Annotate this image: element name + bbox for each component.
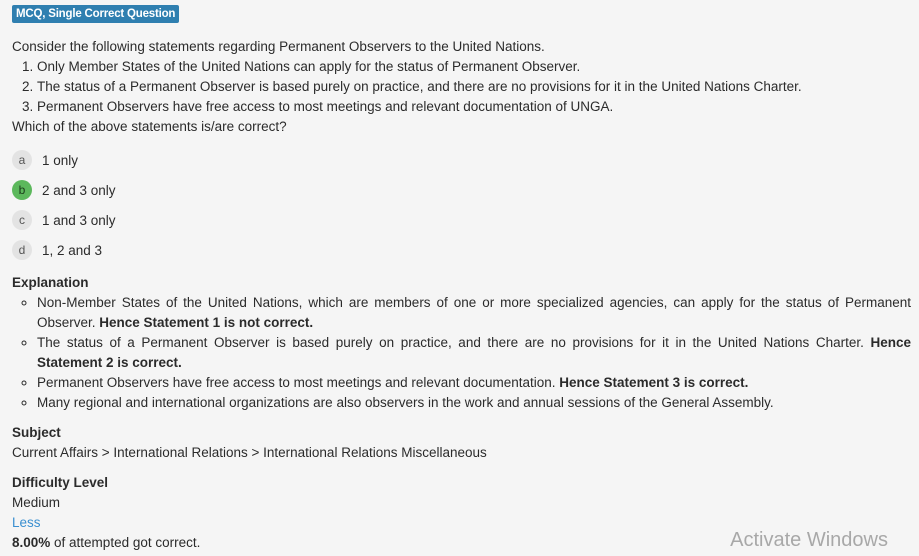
option-letter: a (12, 150, 32, 170)
subject-section (12, 423, 911, 463)
activate-windows-watermark: Activate Windows (730, 529, 888, 551)
explanation-list (12, 293, 911, 413)
explanation-conclusion: Hence Statement 2 is correct. (37, 335, 911, 370)
statement-3: 3. Permanent Observers have free access to most meetings and relevant documentation of UNGA. (37, 97, 911, 117)
option-text: 1 only (42, 152, 79, 168)
statement-1: 1. Only Member States of the United Nations can apply for the status of Permanent Observer. (37, 57, 911, 77)
explanation-section (12, 273, 911, 413)
explanation-text: Permanent Observers have free access to most meetings and relevant documentation. (37, 375, 560, 390)
option-a[interactable] (12, 145, 911, 175)
explanation-point (37, 333, 911, 373)
option-text: 1, 2 and 3 (42, 242, 103, 258)
difficulty-title: Difficulty Level (12, 475, 109, 490)
stats-suffix: of attempted got correct. (50, 535, 201, 550)
explanation-point (37, 393, 911, 413)
difficulty-value: Medium (12, 495, 61, 510)
option-c[interactable] (12, 205, 911, 235)
explanation-text: Many regional and international organizations are also observers in the work and annual sessions of the General Assembly. (37, 395, 774, 410)
difficulty-section (12, 473, 911, 513)
subject-title: Subject (12, 425, 61, 440)
explanation-point (37, 293, 911, 333)
option-text: 2 and 3 only (42, 182, 116, 198)
question-text (12, 37, 911, 137)
explanation-point (37, 373, 911, 393)
option-b[interactable] (12, 175, 911, 205)
explanation-text: Non-Member States of the United Nations, which are members of one or more specialized agencies, can apply for the status of Permanent Observer. (37, 295, 911, 330)
explanation-text: The status of a Permanent Observer is based purely on practice, and there are no provisions for it in the United Nations Charter. (37, 335, 871, 350)
statement-list (12, 57, 911, 117)
explanation-conclusion: Hence Statement 3 is correct. (559, 375, 749, 390)
option-text: 1 and 3 only (42, 212, 116, 228)
subject-value: Current Affairs > International Relations > International Relations Miscellaneous (12, 445, 487, 460)
statement-2: 2. The status of a Permanent Observer is based purely on practice, and there are no provisions for it in the United Nations Charter. (37, 77, 911, 97)
option-letter-correct: b (12, 180, 32, 200)
question-intro: Consider the following statements regarding Permanent Observers to the United Nations. (12, 39, 545, 54)
option-letter: c (12, 210, 32, 230)
less-link[interactable]: Less (12, 515, 41, 530)
question-card (12, 5, 911, 553)
options-list (12, 145, 911, 265)
question-prompt: Which of the above statements is/are correct? (12, 119, 287, 134)
question-type-badge: MCQ, Single Correct Question (12, 5, 179, 23)
option-d[interactable] (12, 235, 911, 265)
explanation-conclusion: Hence Statement 1 is not correct. (99, 315, 314, 330)
stats-percent: 8.00% (12, 535, 51, 550)
option-letter: d (12, 240, 32, 260)
explanation-title: Explanation (12, 275, 89, 290)
